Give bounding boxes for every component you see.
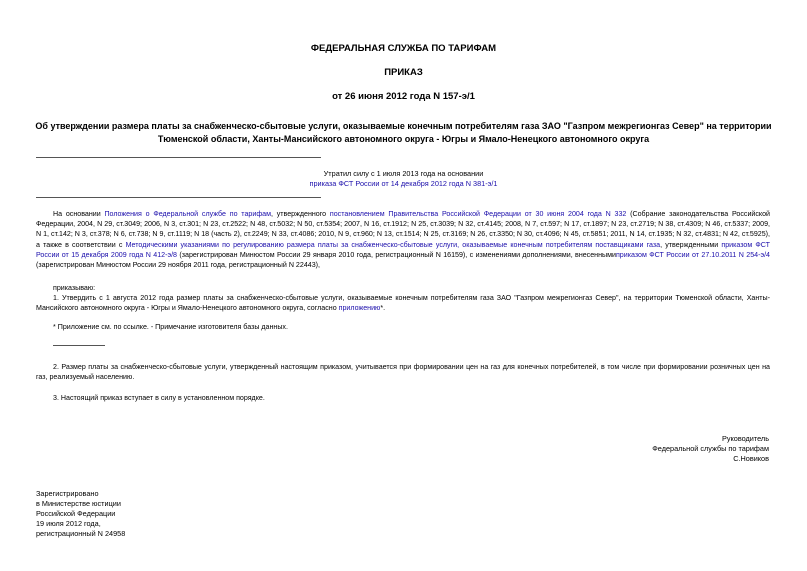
- status-divider: [36, 197, 321, 198]
- order-item-1-text: 1. Утвердить с 1 августа 2012 года размер платы за снабженческо-сбытовые услуги, оказываемые конечным потребителям газа ЗАО "Газпром межрегионгаз Север", на территории Тюменской области, Ханты-Мансийского автономного округа - Югры и Ямало-Ненецкого автономного округа, согласно: [36, 294, 770, 313]
- signature-block: [652, 434, 769, 464]
- document-title: [0, 120, 807, 146]
- signature-agency: Федеральной службы по тарифам: [652, 444, 769, 453]
- fst-order-2011-link[interactable]: приказом ФСТ России от 27.10.2011 N 254-э/4: [615, 250, 770, 259]
- order-item-3: 3. Настоящий приказ вступает в силу в установленном порядке.: [53, 394, 265, 402]
- appendix-link[interactable]: приложению: [338, 304, 381, 313]
- footnote-divider: [53, 345, 105, 346]
- status-note: [0, 169, 807, 189]
- preamble-text-5: (зарегистрирован Минюстом России 29 января 2010 года, регистрационный N 16159), с изменениями дополнениями, внесенными: [177, 250, 616, 259]
- order-item-1-tail: *.: [380, 304, 386, 313]
- registration-line-1: Зарегистрировано: [36, 489, 99, 498]
- regulation-link[interactable]: Положения о Федеральной службе по тарифам: [104, 210, 271, 218]
- title-divider: [36, 157, 321, 158]
- order-word: приказываю:: [53, 284, 96, 292]
- document-title-line-1: Об утверждении размера платы за снабженческо-сбытовые услуги, оказываемые конечным потребителям газа ЗАО "Газпром межрегионгаз Север" на территории: [35, 121, 772, 131]
- status-note-text: Утратил силу с 1 июля 2013 года на основании: [323, 169, 484, 178]
- registration-line-3: Российской Федерации: [36, 509, 116, 518]
- preamble-text-1: На основании: [53, 210, 105, 218]
- government-decree-link[interactable]: постановлением Правительства Российской Федерации от 30 июня 2004 года N 332: [329, 210, 627, 218]
- repeal-order-link[interactable]: приказа ФСТ России от 14 декабря 2012 года N 381-э/1: [309, 179, 498, 188]
- signature-position: Руководитель: [721, 434, 769, 443]
- document-date-number: от 26 июня 2012 года N 157-э/1: [332, 91, 475, 102]
- preamble-text-2: , утвержденного: [271, 210, 330, 218]
- document-title-line-2: Тюменской области, Ханты-Мансийского автономного округа - Югры и Ямало-Ненецкого автономного округа: [157, 134, 650, 144]
- order-item-1: [36, 293, 770, 313]
- preamble-text-6: (зарегистрирован Минюстом России 29 ноября 2011 года, регистрационный N 22443),: [36, 261, 320, 270]
- document-type: ПРИКАЗ: [384, 67, 423, 78]
- preamble-text-3: (Собрание законодательства Российской Федерации, 2004, N 29, ст.3049; 2006, N 3, ст.301; N 23, ст.2522; N 48, ст.5032; N 50, ст.5354; 2007, N 16, ст.1912; N 25, ст.3039; N 32, ст.4145; 2008, N 7, ст.597; N 17, ст.1897; N 23, ст.2719; N 38, ст.4309; N 46, ст.5337; 2009, N 1, ст.142; N 3, ст.378; N 6, ст.738; N 9, ст.1119; N 18 (часть 2), ст.2249; N 33, ст.4086; 2010, N 9, ст.960; N 13, ст.1514; N 25, ст.3169; N 26, ст.3350; N 30, ст.4096; N 45, ст.5851; 2011, N 14, ст.1935; N 32, ст.4831; N 42, ст.5925), а также в соответствии с: [36, 210, 771, 249]
- registration-line-4: 19 июля 2012 года,: [36, 519, 101, 528]
- preamble-text-4: , утвержденными: [660, 240, 722, 249]
- signature-name: С.Новиков: [733, 454, 769, 463]
- methodical-guidelines-link[interactable]: Методическими указаниями по регулированию размера платы за снабженческо-сбытовые услуги, оказываемые конечным потребителям поставщиками газа: [125, 240, 661, 249]
- agency-name: ФЕДЕРАЛЬНАЯ СЛУЖБА ПО ТАРИФАМ: [310, 43, 497, 54]
- registration-line-2: в Министерстве юстиции: [36, 499, 121, 508]
- registration-block: [36, 489, 125, 539]
- registration-line-5: регистрационный N 24958: [36, 529, 126, 538]
- preamble-paragraph: [36, 209, 770, 270]
- footnote: * Приложение см. по ссылке. - Примечание изготовителя базы данных.: [53, 323, 288, 331]
- fst-order-2009-link[interactable]: приказом ФСТ России от 15 декабря 2009 года N 412-э/8: [36, 240, 770, 259]
- order-item-2: 2. Размер платы за снабженческо-сбытовые услуги, утвержденный настоящим приказом, учитывается при формировании цен на газ для конечных потребителей, в том числе при формировании розничных цен на газ, реализуемый населению.: [36, 363, 770, 382]
